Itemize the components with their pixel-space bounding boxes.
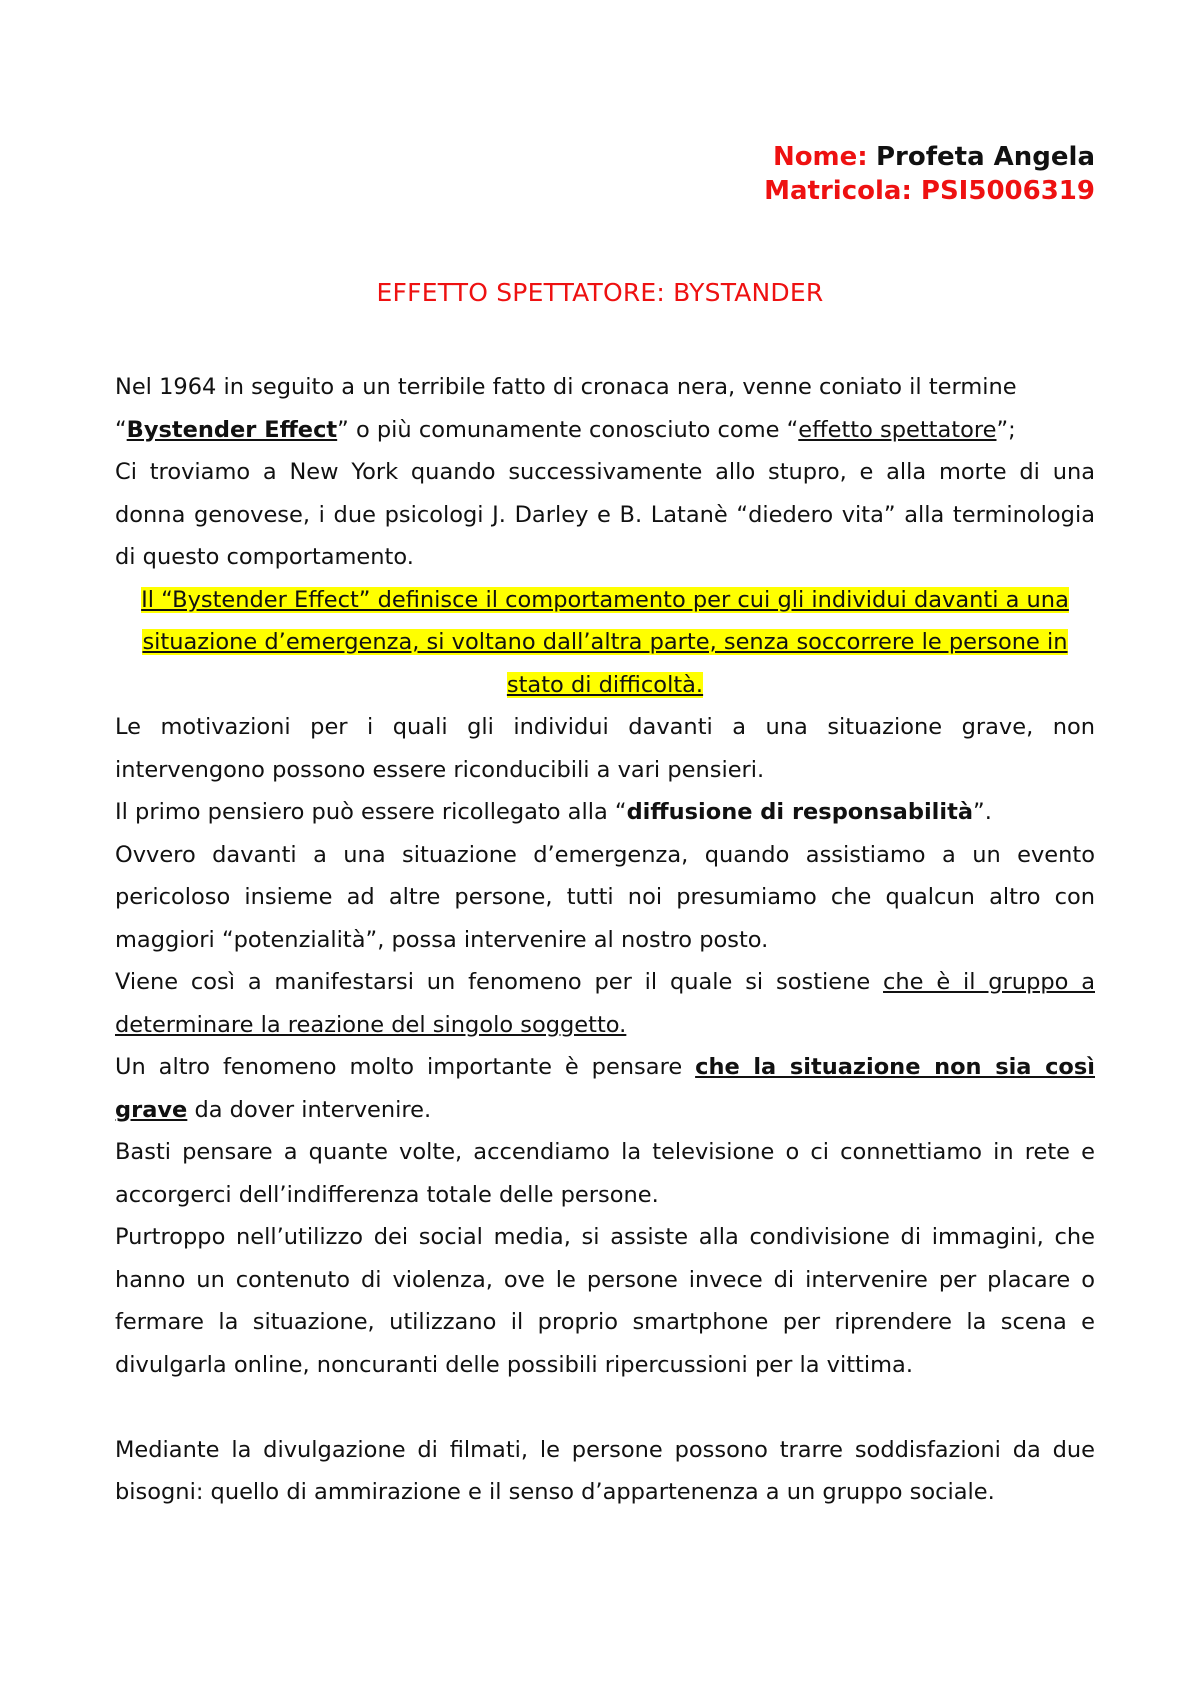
first-thought-text-1: Il primo pensiero può essere ricollegato alla “ bbox=[115, 799, 627, 825]
intro-text-3: ”; bbox=[996, 416, 1016, 443]
paragraph-emergency: Ovvero davanti a una situazione d’emergenza, quando assistiamo a un evento pericoloso insieme ad altre persone, tutti noi presumiamo che qualcun altro con maggiori “potenzialità”, possa intervenire al nostro posto. bbox=[115, 841, 1095, 953]
name-label: Nome: bbox=[772, 142, 868, 172]
name-line bbox=[764, 140, 1095, 174]
paragraph-television: Basti pensare a quante volte, accendiamo la televisione o ci connettiamo in rete e accorgerci dell’indifferenza totale delle persone. bbox=[115, 1139, 1095, 1208]
paragraph-social-media: Purtroppo nell’utilizzo dei social media, si assiste alla condivisione di immagini, che hanno un contenuto di violenza, ove le persone invece di intervenire per placare o fermare la situazione, utilizzano il proprio smartphone per riprendere la scena e divulgarla online, noncuranti delle possibili ripercussioni per la vittima. bbox=[115, 1224, 1095, 1378]
intro-text-1: Nel 1964 in seguito a un terribile fatto di cronaca nera, venne coniato il termine “ bbox=[115, 374, 1017, 443]
document-title: EFFETTO SPETTATORE: BYSTANDER bbox=[376, 278, 824, 307]
matricola-line: Matricola: PSI5006319 bbox=[764, 176, 1095, 206]
group-text-1: Viene così a manifestarsi un fenomeno per il quale si sostiene bbox=[115, 969, 884, 995]
paragraph-definition bbox=[115, 579, 1095, 707]
paragraph-spacer bbox=[115, 1386, 1095, 1429]
paragraph-videos: Mediante la divulgazione di filmati, le persone possono trarre soddisfazioni da due bisogni: quello di ammirazione e il senso d’appartenenza a un gruppo sociale. bbox=[115, 1436, 1095, 1505]
student-header bbox=[764, 140, 1095, 208]
paragraph-intro bbox=[115, 366, 1095, 451]
not-serious-underlined: che la situazione non sia così grave bbox=[115, 1054, 1095, 1123]
name-value: Profeta Angela bbox=[875, 142, 1095, 172]
effetto-spettatore-term: effetto spettatore bbox=[798, 416, 997, 443]
not-serious-text-1: Un altro fenomeno molto importante è pensare bbox=[115, 1054, 696, 1080]
paragraph-first-thought bbox=[115, 791, 1095, 834]
paragraph-new-york: Ci troviamo a New York quando successivamente allo stupro, e alla morte di una donna genovese, i due psicologi J. Darley e B. Latanè “diedero vita” alla terminologia di questo comportamento. bbox=[115, 459, 1095, 570]
intro-text-2: ” o più comunamente conosciuto come “ bbox=[337, 416, 799, 443]
bystander-effect-term: Bystender Effect bbox=[126, 416, 338, 443]
diffusione-term: diffusione di responsabilità bbox=[626, 799, 974, 825]
group-underlined: che è il gruppo a determinare la reazione del singolo soggetto. bbox=[115, 969, 1095, 1038]
paragraph-not-serious bbox=[115, 1046, 1095, 1131]
not-serious-text-2: da dover intervenire. bbox=[187, 1096, 432, 1123]
first-thought-text-2: ”. bbox=[973, 799, 992, 825]
document-body bbox=[115, 366, 1095, 1514]
highlighted-definition: Il “Bystender Effect” definisce il comportamento per cui gli individui davanti a una situazione d’emergenza, si voltano dall’altra parte, senza soccorrere le persone in stato di difficoltà. bbox=[141, 586, 1069, 698]
paragraph-group bbox=[115, 961, 1095, 1046]
paragraph-motivations: Le motivazioni per i quali gli individui davanti a una situazione grave, non intervengono possono essere riconducibili a vari pensieri. bbox=[115, 714, 1095, 783]
